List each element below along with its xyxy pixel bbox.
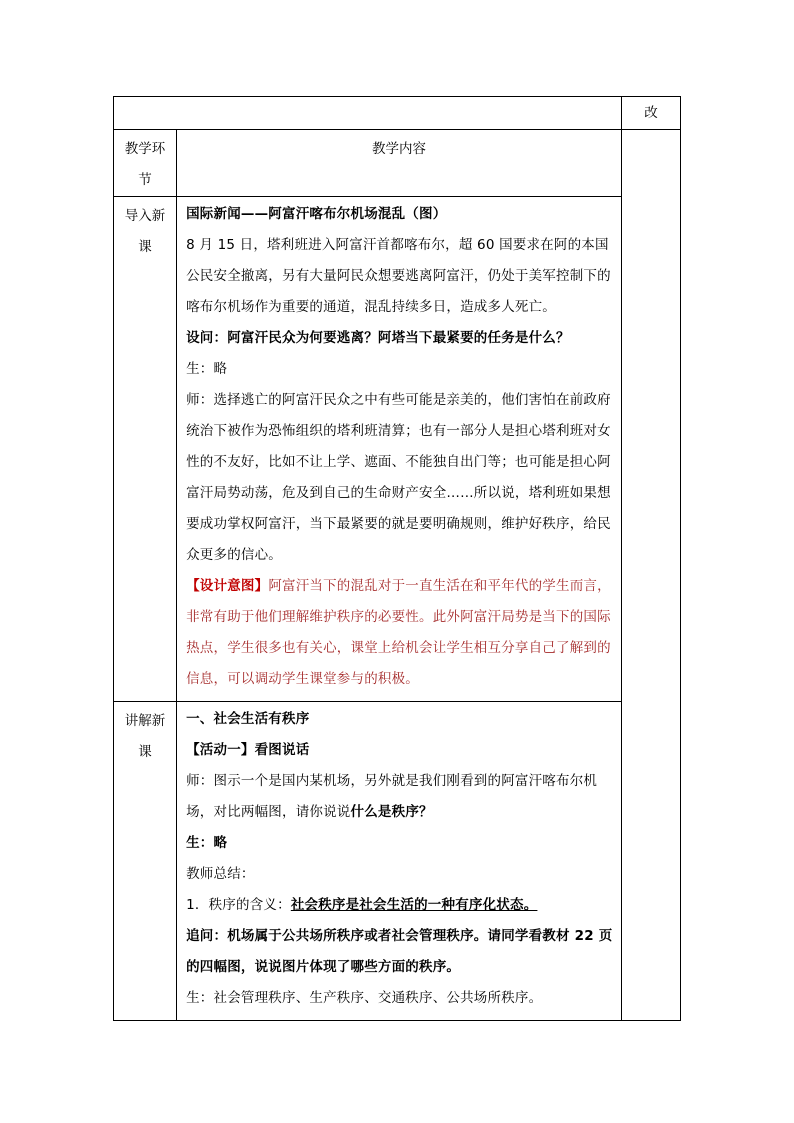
news-text: 8 月 15 日，塔利班进入阿富汗首都喀布尔，超 60 国要求在阿的本国公民安全撤离，另有大量阿民众想要逃离阿富汗，仍处于美军控制下的喀布尔机场作为重要的通道，混乱持续多日，造成多人死亡。 — [186, 237, 611, 315]
intro-content — [177, 197, 622, 702]
teacher-prompt-question: 什么是秩序？ — [350, 804, 433, 820]
intro-row — [114, 197, 681, 702]
design-intent — [186, 571, 613, 695]
table-top-row — [114, 97, 681, 130]
activity-line — [186, 735, 613, 766]
teacher-prompt-text: 师：图示一个是国内某机场，另外就是我们刚看到的阿富汗喀布尔机场，对比两幅图，请你说说 — [186, 773, 598, 820]
stage-header: 教学环节 — [114, 130, 177, 197]
lesson-plan-table — [113, 96, 681, 1021]
explain-content — [177, 702, 622, 1021]
revise-header: 改 — [621, 97, 680, 130]
activity-tag: 【活动一】 — [186, 742, 255, 758]
content-header: 教学内容 — [177, 130, 622, 197]
student-answer: 生：社会管理秩序、生产秩序、交通秩序、公共场所秩序。 — [186, 990, 543, 1006]
explain-stage: 讲解新课 — [114, 702, 177, 1021]
section-title: 一、社会生活有秩序 — [186, 711, 310, 727]
followup-question: 追问：机场属于公共场所秩序或者社会管理秩序。请同学看教材 22 页的四幅图，说说图片体现了哪些方面的秩序。 — [186, 928, 613, 975]
revise-column — [621, 130, 680, 1021]
design-tag: 【设计意图】 — [186, 578, 269, 594]
news-title: 国际新闻——阿富汗喀布尔机场混乱（图） — [186, 206, 447, 222]
student-reply: 生：略 — [186, 361, 228, 377]
definition-line — [186, 890, 613, 921]
blank-header-cell — [114, 97, 622, 130]
student-reply-2: 生：略 — [186, 835, 228, 851]
column-header-row — [114, 130, 681, 197]
question-text: 设问：阿富汗民众为何要逃离？阿塔当下最紧要的任务是什么？ — [186, 330, 570, 346]
design-text: 阿富汗当下的混乱对于一直生活在和平年代的学生而言，非常有助于他们理解维护秩序的必要性。此外阿富汗局势是当下的国际热点，学生很多也有关心，课堂上给机会让学生相互分享自己了解到的信息，可以调动学生课堂参与的积极。 — [186, 578, 611, 687]
teacher-text: 师：选择逃亡的阿富汗民众之中有些可能是亲美的，他们害怕在前政府统治下被作为恐怖组织的塔利班清算；也有一部分人是担心塔利班对女性的不友好，比如不让上学、遮面、不能独自出门等；也可能是担心阿富汗局势动荡，危及到自己的生命财产安全……所以说，塔利班如果想要成功掌权阿富汗，当下最紧要的就是要明确规则，维护好秩序，给民众更多的信心。 — [186, 392, 611, 563]
summary-label: 教师总结： — [186, 866, 255, 882]
definition-prefix: 1．秩序的含义： — [186, 897, 291, 913]
intro-stage: 导入新课 — [114, 197, 177, 702]
explain-row — [114, 702, 681, 1021]
activity-title: 看图说话 — [254, 742, 310, 758]
teacher-prompt — [186, 766, 613, 828]
definition-text: 社会秩序是社会生活的一种有序化状态。 — [290, 897, 538, 913]
